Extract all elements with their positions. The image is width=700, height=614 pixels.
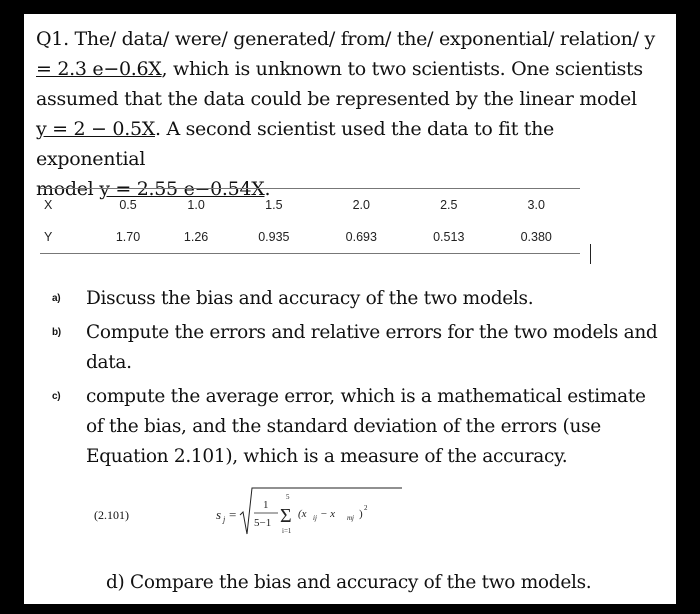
- y-cell: 0.513: [405, 221, 492, 254]
- linear-model: y = 2 − 0.5X: [36, 118, 155, 140]
- x-cell: 1.0: [162, 189, 230, 222]
- part-c: [52, 382, 662, 472]
- term-close: ): [359, 508, 363, 520]
- sum-lower-limit: i=1: [282, 527, 292, 535]
- x-cell: 3.0: [492, 189, 580, 222]
- part-d: d) Compare the bias and accuracy of the two models.: [106, 572, 592, 593]
- y-cell: 1.70: [94, 221, 162, 254]
- table-row-x: [40, 189, 580, 222]
- part-b: [52, 318, 662, 378]
- lhs-subscript: j: [223, 515, 226, 524]
- part-text: Discuss the bias and accuracy of the two models.: [86, 288, 534, 309]
- part-marker: a): [52, 293, 61, 304]
- question-sheet: [24, 14, 676, 604]
- question-line-5-end: .: [264, 178, 271, 200]
- part-marker: c): [52, 391, 61, 402]
- question-parts: [52, 284, 662, 476]
- y-cell: 1.26: [162, 221, 230, 254]
- y-header: Y: [40, 221, 94, 254]
- term-power: 2: [364, 504, 368, 512]
- equation-number: (2.101): [94, 508, 129, 522]
- part-a: [52, 284, 662, 314]
- question-line-1: Q1. The/ data/ were/ generated/ from/ the/ exponential/ relation/ y: [36, 28, 655, 50]
- exponential-model: y = 2.55 e−0.54X: [99, 178, 265, 200]
- y-cell: 0.693: [318, 221, 405, 254]
- data-table: [40, 188, 580, 254]
- part-text: compute the average error, which is a mathematical estimate of the bias, and the standard deviation of the errors (use Equation 2.101), which is a measure of the accuracy.: [86, 386, 646, 467]
- term-subscript-2: mj: [347, 514, 354, 522]
- lhs-s: s: [216, 507, 222, 522]
- x-header: X: [40, 189, 94, 222]
- x-cell: 0.5: [94, 189, 162, 222]
- equals-sign: =: [229, 507, 237, 522]
- equation-2-101: [94, 482, 494, 552]
- term-middle: − x: [320, 508, 336, 520]
- question-line-2-rest: , which is unknown to two scientists. One scientists: [161, 58, 643, 80]
- y-cell: 0.380: [492, 221, 580, 254]
- question-line-4: [36, 114, 666, 174]
- question-line-5-pre: model: [36, 178, 100, 200]
- part-marker: b): [52, 327, 61, 338]
- y-cell: 0.935: [230, 221, 317, 254]
- x-cell: 2.0: [318, 189, 405, 222]
- question-line-3: assumed that the data could be represented by the linear model: [36, 88, 637, 110]
- std-dev-formula: [214, 482, 414, 552]
- question-text: [36, 24, 666, 204]
- text-cursor: [590, 244, 591, 264]
- sum-upper-limit: 5: [286, 493, 290, 501]
- question-line-4-rest: . A second scientist used the data to fit the exponential: [36, 118, 555, 170]
- true-relation: = 2.3 e−0.6X: [36, 58, 162, 80]
- question-line-2: [36, 54, 666, 84]
- table-row-y: [40, 221, 580, 254]
- fraction-denominator: 5−1: [254, 517, 272, 529]
- sum-symbol: Σ: [280, 505, 292, 527]
- term-open: (x: [298, 508, 307, 520]
- x-cell: 2.5: [405, 189, 492, 222]
- fraction-numerator: 1: [263, 499, 269, 511]
- term-subscript-1: ij: [313, 514, 317, 522]
- part-text: Compute the errors and relative errors for the two models and data.: [86, 322, 658, 373]
- x-cell: 1.5: [230, 189, 317, 222]
